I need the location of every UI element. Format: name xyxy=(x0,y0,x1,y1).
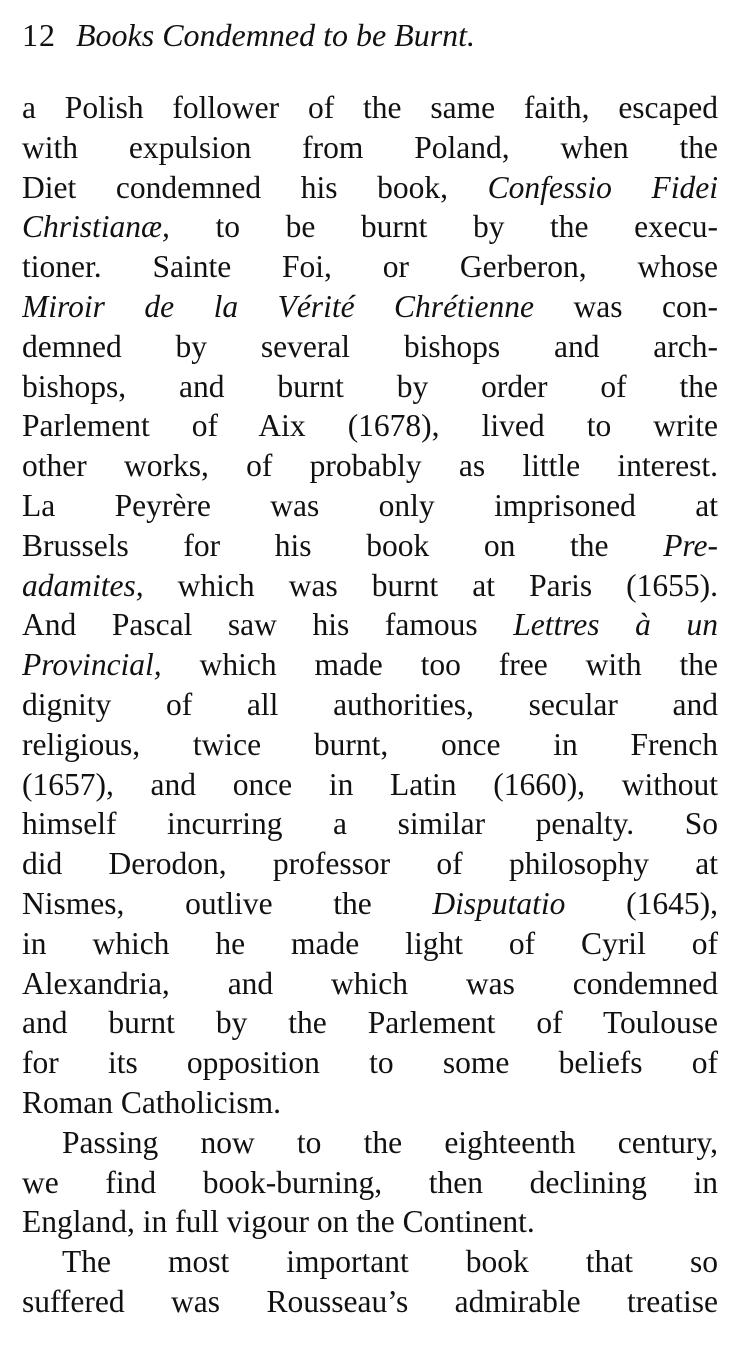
body-text xyxy=(22,88,718,1322)
text-line xyxy=(22,1043,718,1083)
text-line xyxy=(22,685,718,725)
text-line xyxy=(22,1163,718,1203)
text-line xyxy=(22,566,718,606)
text-segment: Parlement of Aix (1678), lived to write xyxy=(22,408,718,444)
italic-text: adamites, xyxy=(22,567,144,603)
text-segment: And Pascal saw his famous xyxy=(22,607,514,643)
text-line xyxy=(22,1003,718,1043)
page-number: 12 xyxy=(22,17,56,53)
italic-text: Disputatio xyxy=(432,885,566,921)
text-segment: Passing now to the eighteenth century, xyxy=(62,1124,718,1160)
text-segment: suffered was Rousseau’s admirable treatise xyxy=(22,1283,718,1319)
text-line xyxy=(22,446,718,486)
text-segment: England, in full vigour on the Continent. xyxy=(22,1204,535,1240)
text-segment: which was burnt at Paris (1655). xyxy=(143,567,718,603)
text-segment: with expulsion from Poland, when the xyxy=(22,129,718,165)
text-line xyxy=(22,526,718,566)
text-line xyxy=(22,1242,718,1282)
text-line xyxy=(22,1202,718,1242)
italic-text: Pre- xyxy=(663,527,718,563)
text-segment: which made too free with the xyxy=(161,647,718,683)
text-segment: La Peyrère was only imprisoned at xyxy=(22,487,718,523)
text-line xyxy=(22,88,718,128)
text-line xyxy=(22,406,718,446)
text-line xyxy=(22,287,718,327)
italic-text: Lettres à un xyxy=(513,607,718,643)
text-segment: Alexandria, and which was condemned xyxy=(22,965,718,1001)
text-line xyxy=(22,645,718,685)
text-segment: and burnt by the Parlement of Toulouse xyxy=(22,1005,718,1041)
text-segment: a Polish follower of the same faith, escaped xyxy=(22,90,718,125)
text-line xyxy=(22,128,718,168)
text-segment: for its opposition to some beliefs of xyxy=(22,1045,718,1081)
text-line xyxy=(22,207,718,247)
text-segment: himself incurring a similar penalty. So xyxy=(22,806,718,842)
text-line xyxy=(22,844,718,884)
text-segment: to be burnt by the execu- xyxy=(169,209,718,245)
text-segment: in which he made light of Cyril of xyxy=(22,925,718,961)
text-line xyxy=(22,605,718,645)
text-line xyxy=(22,1083,718,1123)
text-segment: Nismes, outlive the xyxy=(22,885,433,921)
text-line xyxy=(22,247,718,287)
text-line xyxy=(22,884,718,924)
running-head xyxy=(22,10,722,60)
text-line xyxy=(22,1282,718,1322)
text-line xyxy=(22,804,718,844)
text-segment: bishops, and burnt by order of the xyxy=(22,368,718,404)
text-segment: Diet condemned his book, xyxy=(22,169,488,205)
text-line xyxy=(22,367,718,407)
running-head-title: Books Condemned to be Burnt. xyxy=(76,17,476,53)
text-segment: (1657), and once in Latin (1660), without xyxy=(22,766,718,802)
text-segment: we find book-burning, then declining in xyxy=(22,1164,718,1200)
text-segment: Roman Catholicism. xyxy=(22,1084,281,1120)
text-segment: religious, twice burnt, once in French xyxy=(22,726,718,762)
text-line xyxy=(22,327,718,367)
text-segment: did Derodon, professor of philosophy at xyxy=(22,846,718,882)
text-segment: The most important book that so xyxy=(62,1244,718,1280)
text-segment: was con- xyxy=(534,288,718,324)
italic-text: Confessio Fidei xyxy=(487,169,718,205)
text-line xyxy=(22,964,718,1004)
text-segment: other works, of probably as little interest. xyxy=(22,448,718,484)
italic-text: Miroir de la Vérité Chrétienne xyxy=(22,288,535,324)
text-line xyxy=(22,168,718,208)
text-segment: tioner. Sainte Foi, or Gerberon, whose xyxy=(22,249,718,285)
text-line xyxy=(22,1123,718,1163)
text-line xyxy=(22,765,718,805)
text-segment: dignity of all authorities, secular and xyxy=(22,686,718,722)
text-line xyxy=(22,725,718,765)
italic-text: Provincial, xyxy=(22,647,162,683)
text-line xyxy=(22,924,718,964)
text-segment: (1645), xyxy=(565,885,718,921)
italic-text: Christianæ, xyxy=(22,209,170,245)
text-line xyxy=(22,486,718,526)
text-segment: demned by several bishops and arch- xyxy=(22,328,718,364)
text-segment: Brussels for his book on the xyxy=(22,527,664,563)
